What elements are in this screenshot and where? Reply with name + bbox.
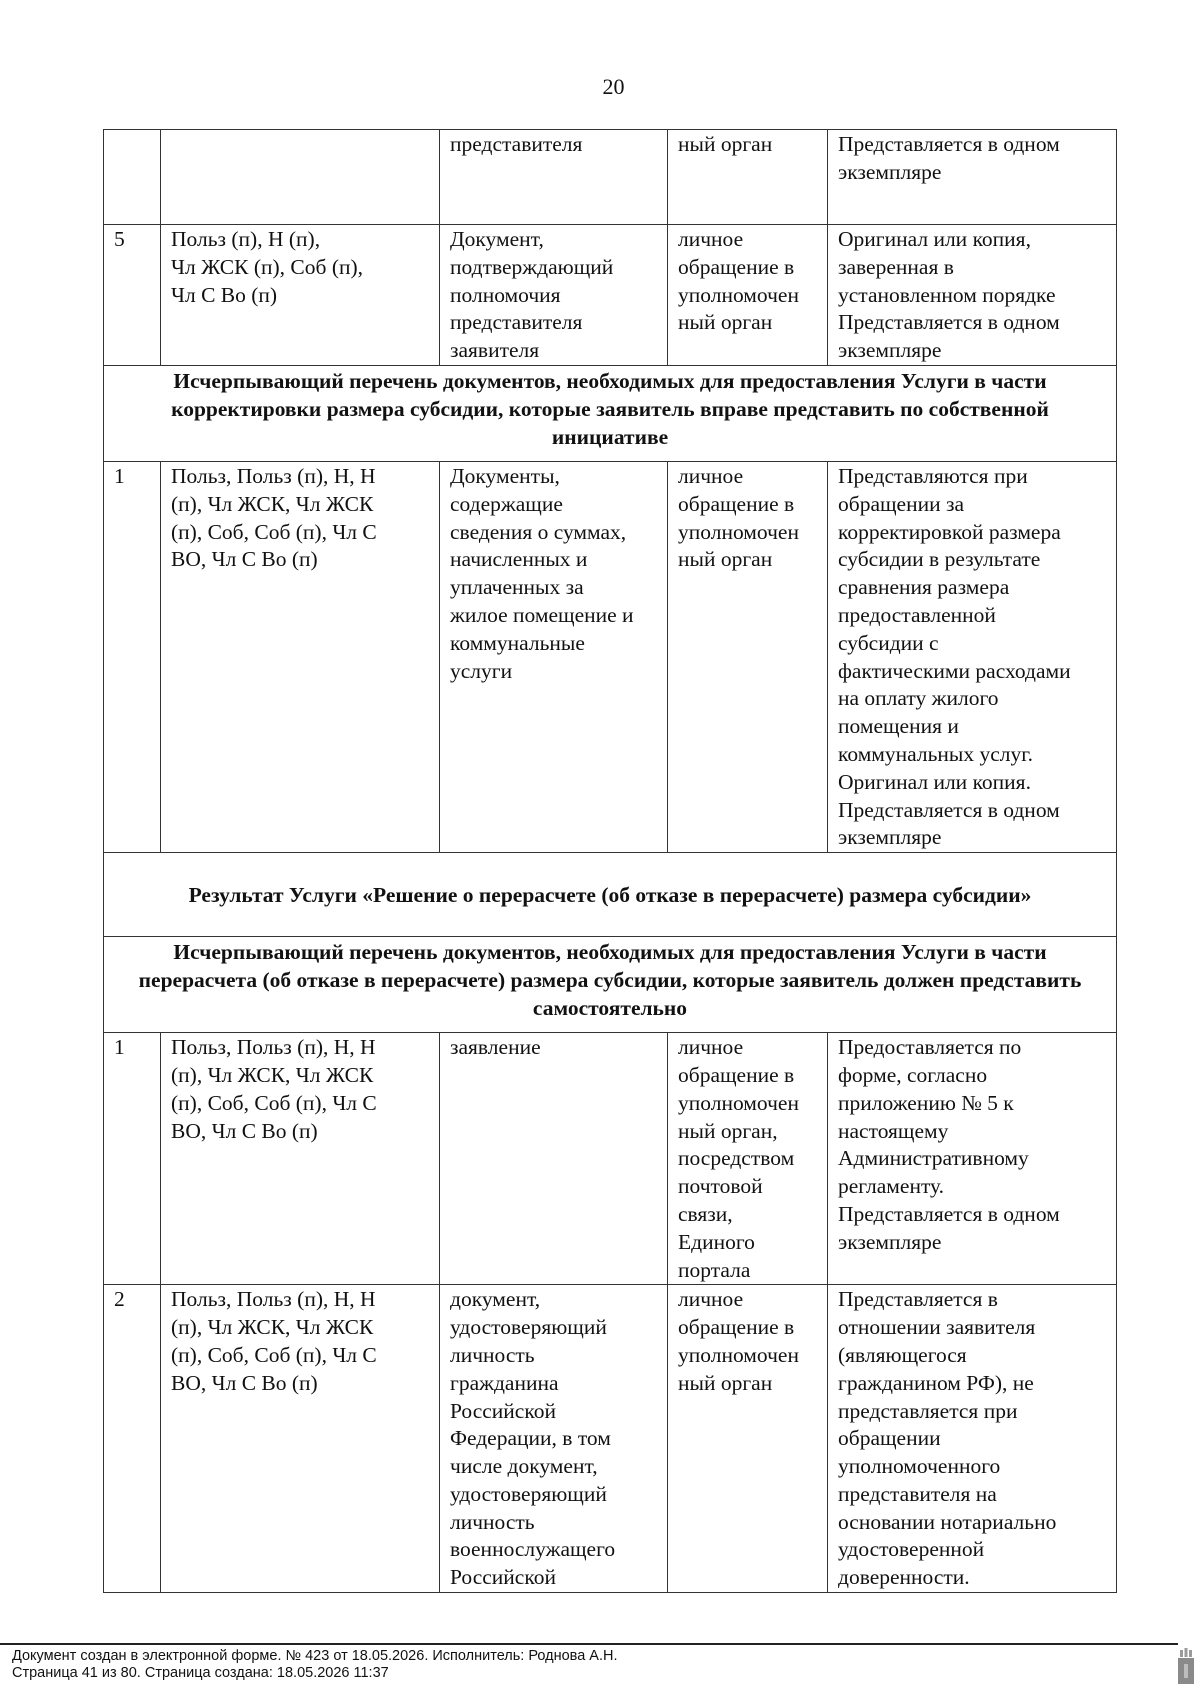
cell-submission-method: личное обращение в уполномочен ный орган <box>668 1285 828 1593</box>
cell-submission-method: личное обращение в уполномочен ный орган <box>668 225 828 366</box>
section-header-row <box>104 937 1117 1033</box>
cell-submission-method: ный орган <box>668 130 828 225</box>
cell-number: 5 <box>104 225 161 366</box>
cell-document-name: Документы, содержащие сведения о суммах, начисленных и уплаченных за жилое помещение и коммунальные услуги <box>440 461 668 852</box>
table-row <box>104 130 1117 225</box>
cell-applicant-category: Польз, Польз (п), Н, Н (п), Чл ЖСК, Чл ЖСК (п), Соб, Соб (п), Чл С ВО, Чл С Во (п) <box>161 1285 440 1593</box>
cell-applicant-category: Польз, Польз (п), Н, Н (п), Чл ЖСК, Чл ЖСК (п), Соб, Соб (п), Чл С ВО, Чл С Во (п) <box>161 1033 440 1285</box>
table-row <box>104 1285 1117 1593</box>
cell-requirements: Представляются при обращении за корректировкой размера субсидии в результате сравнения размера предоставленной субсидии с фактическими расходами на оплату жилого помещения и коммунальных услуг. Оригинал или копия. Представляется в одном экземпляре <box>828 461 1117 852</box>
table-row <box>104 1033 1117 1285</box>
cell-document-name: Документ, подтверждающий полномочия представителя заявителя <box>440 225 668 366</box>
cell-submission-method: личное обращение в уполномочен ный орган <box>668 461 828 852</box>
cell-number: 2 <box>104 1285 161 1593</box>
cell-requirements: Представляется в одном экземпляре <box>828 130 1117 225</box>
section-header-row <box>104 853 1117 937</box>
cell-submission-method: личное обращение в уполномочен ный орган, посредством почтовой связи, Единого портала <box>668 1033 828 1285</box>
cell-requirements: Предоставляется по форме, согласно приложению № 5 к настоящему Административному регламенту. Представляется в одном экземпляре <box>828 1033 1117 1285</box>
footer-divider <box>0 1643 1178 1645</box>
cell-number <box>104 130 161 225</box>
cell-document-name: документ, удостоверяющий личность гражданина Российской Федерации, в том числе документ, удостоверяющий личность военнослужащего Российской <box>440 1285 668 1593</box>
footer-line-document: Документ создан в электронной форме. № 423 от 18.05.2026. Исполнитель: Роднова А.Н. <box>12 1648 618 1664</box>
cell-number: 1 <box>104 1033 161 1285</box>
coat-of-arms-icon <box>1176 1648 1196 1686</box>
cell-applicant-category <box>161 130 440 225</box>
cell-document-name: заявление <box>440 1033 668 1285</box>
cell-requirements: Представляется в отношении заявителя (являющегося гражданином РФ), не представляется при обращении уполномоченного представителя на основании нотариально удостоверенной доверенности. <box>828 1285 1117 1593</box>
cell-number: 1 <box>104 461 161 852</box>
section-header: Исчерпывающий перечень документов, необходимых для предоставления Услуги в части перерасчета (об отказе в перерасчете) размера субсидии, которые заявитель должен представить самостоятельно <box>104 937 1117 1033</box>
table-row <box>104 225 1117 366</box>
cell-requirements: Оригинал или копия, заверенная в установленном порядке Представляется в одном экземпляре <box>828 225 1117 366</box>
table-row <box>104 461 1117 852</box>
footer <box>12 1648 618 1682</box>
section-header-row <box>104 365 1117 461</box>
footer-line-page: Страница 41 из 80. Страница создана: 18.05.2026 11:37 <box>12 1665 389 1681</box>
result-header: Результат Услуги «Решение о перерасчете (об отказе в перерасчете) размера субсидии» <box>104 853 1117 937</box>
documents-table <box>103 129 1117 1593</box>
cell-applicant-category: Польз (п), Н (п), Чл ЖСК (п), Соб (п), Чл С Во (п) <box>161 225 440 366</box>
page-number: 20 <box>602 74 625 99</box>
cell-applicant-category: Польз, Польз (п), Н, Н (п), Чл ЖСК, Чл ЖСК (п), Соб, Соб (п), Чл С ВО, Чл С Во (п) <box>161 461 440 852</box>
section-header: Исчерпывающий перечень документов, необходимых для предоставления Услуги в части корректировки размера субсидии, которые заявитель вправе представить по собственной инициативе <box>104 365 1117 461</box>
cell-document-name: представителя <box>440 130 668 225</box>
